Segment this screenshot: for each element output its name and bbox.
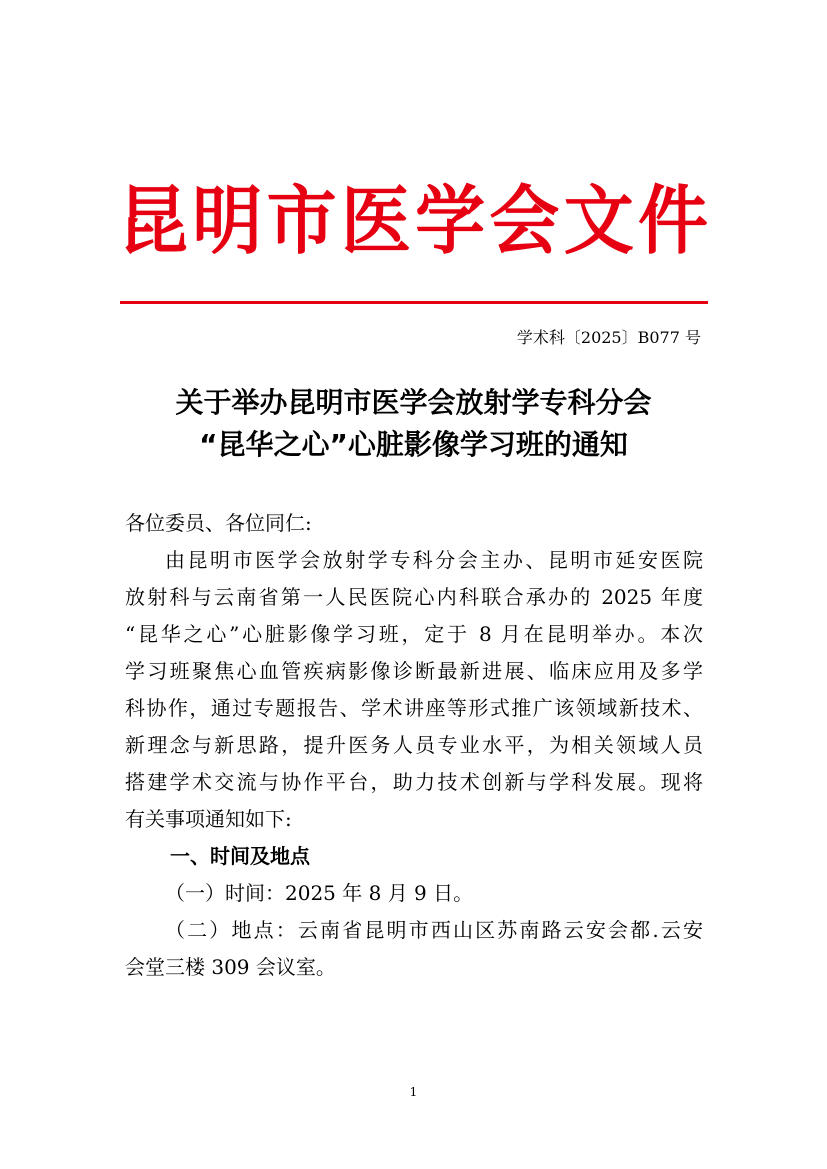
page-number: 1: [409, 1085, 418, 1099]
masthead-char: 件: [637, 177, 708, 265]
body-line: 学习班聚焦心血管疾病影像诊断最新进展、临床应用及多学: [125, 659, 703, 683]
masthead-char: 学: [415, 177, 486, 265]
body-line: 放射科与云南省第一人民医院心内科联合承办的 2025 年度: [125, 585, 703, 609]
masthead-char: 文: [563, 177, 634, 265]
body-line: 搭建学术交流与协作平台，助力技术创新与学科发展。现将: [125, 770, 703, 794]
body-line: 科协作，通过专题报告、学术讲座等形式推广该领域新技术、: [125, 696, 703, 720]
body-line: 由昆明市医学会放射学专科分会主办、昆明市延安医院: [165, 548, 703, 572]
body-line: “昆华之心”心脏影像学习班，定于 8 月在昆明举办。本次: [125, 622, 703, 646]
document-masthead: [118, 173, 708, 268]
time-line: （一）时间：2025 年 8 月 9 日。: [165, 881, 474, 905]
title-line: “昆华之心”心脏影像学习班的通知: [199, 428, 628, 461]
salutation: 各位委员、各位同仁:: [125, 511, 312, 535]
document-number: 学术科〔2025〕B077 号: [516, 328, 701, 347]
body-line: 新理念与新思路，提升医务人员专业水平，为相关领域人员: [125, 733, 703, 757]
document-body: [125, 505, 703, 986]
masthead-char: 会: [489, 177, 560, 265]
masthead-char: 医: [340, 177, 411, 265]
body-line: 有关事项通知如下:: [125, 807, 292, 831]
section-heading: 一、时间及地点: [170, 844, 310, 868]
location-line: 会堂三楼 309 会议室。: [125, 955, 336, 979]
masthead-divider: [120, 301, 708, 304]
masthead-char: 明: [192, 177, 263, 265]
document-title: [110, 382, 717, 466]
masthead-char: 市: [266, 177, 337, 265]
masthead-char: 昆: [118, 177, 188, 265]
title-line: 关于举办昆明市医学会放射学专科分会: [175, 386, 652, 419]
location-line: （二）地点：云南省昆明市西山区苏南路云安会都.云安: [165, 918, 703, 942]
